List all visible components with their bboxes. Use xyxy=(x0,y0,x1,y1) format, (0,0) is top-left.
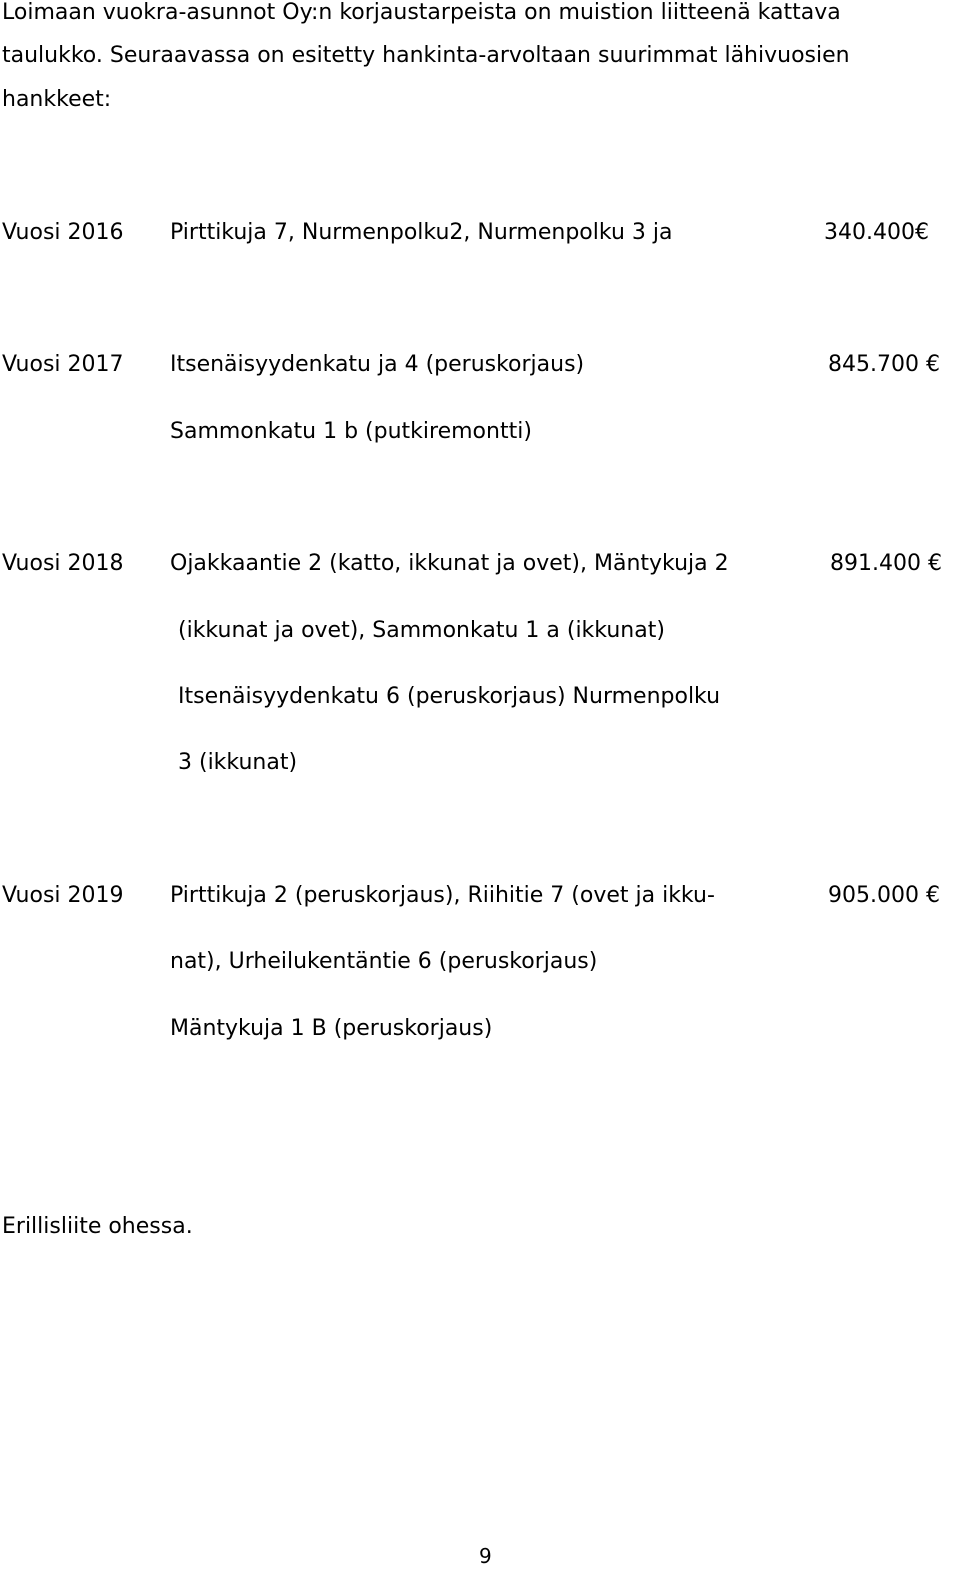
project-amount-2018: 891.400 € xyxy=(830,551,942,576)
project-year-2017: Vuosi 2017 xyxy=(2,352,124,377)
project-desc-2019-line-1: Pirttikuja 2 (peruskorjaus), Riihitie 7 (ovet ja ikku- xyxy=(170,883,715,908)
project-desc-2018-line-1: Ojakkaantie 2 (katto, ikkunat ja ovet), Mäntykuja 2 xyxy=(170,551,729,576)
project-desc-2017-line-1: Itsenäisyydenkatu ja 4 (peruskorjaus) xyxy=(170,352,585,377)
project-desc-2018-line-2: (ikkunat ja ovet), Sammonkatu 1 a (ikkunat) xyxy=(178,618,665,643)
intro-line-3: hankkeet: xyxy=(2,87,112,112)
project-desc-2016-line-1: Pirttikuja 7, Nurmenpolku2, Nurmenpolku 3 ja xyxy=(170,220,673,245)
project-amount-2017: 845.700 € xyxy=(828,352,940,377)
intro-line-1: Loimaan vuokra-asunnot Oy:n korjaustarpeista on muistion liitteenä kattava xyxy=(2,0,841,25)
project-desc-2019-line-2: nat), Urheilukentäntie 6 (peruskorjaus) xyxy=(170,949,598,974)
project-year-2018: Vuosi 2018 xyxy=(2,551,124,576)
project-amount-2016: 340.400€ xyxy=(824,220,929,245)
page-number: 9 xyxy=(479,1544,492,1568)
project-year-2016: Vuosi 2016 xyxy=(2,220,124,245)
project-desc-2018-line-3: Itsenäisyydenkatu 6 (peruskorjaus) Nurmenpolku xyxy=(178,684,721,709)
project-desc-2019-line-3: Mäntykuja 1 B (peruskorjaus) xyxy=(170,1016,493,1041)
intro-line-2: taulukko. Seuraavassa on esitetty hankinta-arvoltaan suurimmat lähivuosien xyxy=(2,43,850,68)
attachment-note: Erillisliite ohessa. xyxy=(2,1214,193,1239)
project-desc-2017-line-2: Sammonkatu 1 b (putkiremontti) xyxy=(170,419,532,444)
project-year-2019: Vuosi 2019 xyxy=(2,883,124,908)
project-desc-2018-line-4: 3 (ikkunat) xyxy=(178,750,298,775)
project-amount-2019: 905.000 € xyxy=(828,883,940,908)
